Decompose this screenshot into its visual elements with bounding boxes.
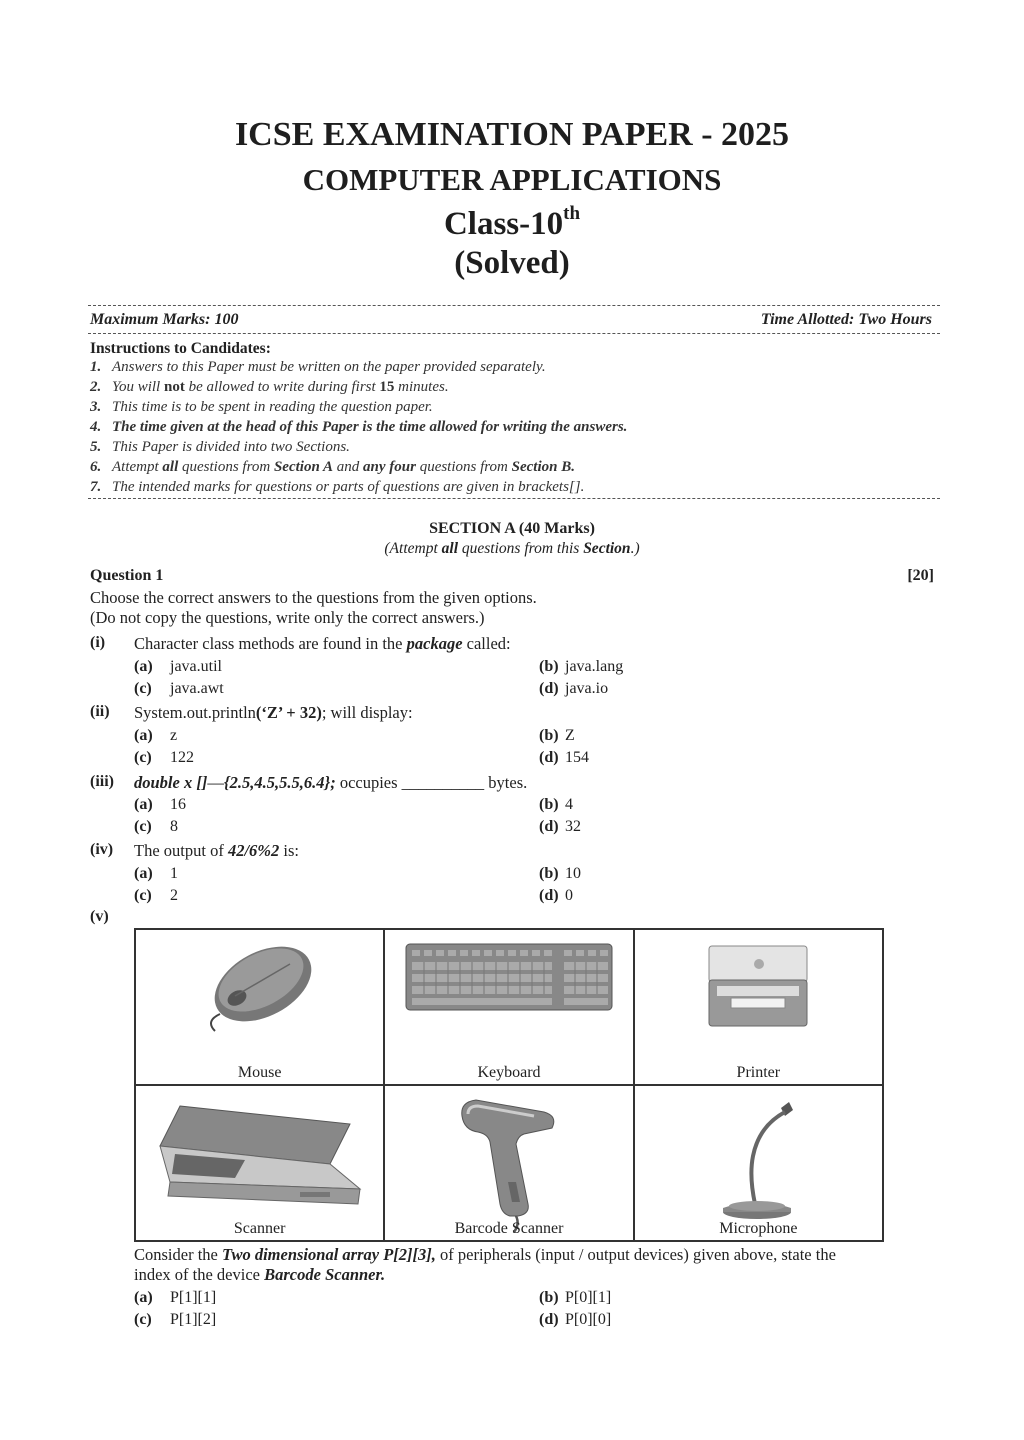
option-label: (a) <box>134 658 153 675</box>
option-d <box>539 1311 611 1329</box>
option-c <box>134 749 194 767</box>
divider-instructions <box>88 498 940 499</box>
instruction-number: 7. <box>90 479 102 495</box>
instruction-text: This Paper is divided into two Sections. <box>112 439 350 455</box>
class-superscript: th <box>563 203 581 224</box>
instruction-emphasis: Section A <box>273 459 333 475</box>
option-label: (c) <box>134 818 152 835</box>
option-text: P[0][1] <box>565 1289 612 1306</box>
question-1-note: (Do not copy the questions, write only the correct answers.) <box>90 608 485 627</box>
part-number: (v) <box>90 908 109 925</box>
option-text: 16 <box>170 796 186 813</box>
instruction-number: 4. <box>90 419 102 435</box>
instruction-emphasis: all <box>162 459 179 475</box>
microphone-icon <box>703 1096 813 1226</box>
option-text: P[1][1] <box>170 1289 217 1306</box>
grid-cell-barcode-scanner <box>384 1085 633 1241</box>
option-a <box>134 796 186 814</box>
instruction-emphasis: 15 <box>379 379 395 395</box>
section-subtitle-text: .) <box>630 540 640 557</box>
instruction-item <box>90 459 575 476</box>
part-question-continued <box>134 1265 385 1285</box>
option-text: java.io <box>565 680 609 697</box>
section-subtitle-emphasis: all <box>441 540 459 557</box>
option-a <box>134 1289 216 1307</box>
subject-title: COMPUTER APPLICATIONS <box>302 162 722 197</box>
option-label: (a) <box>134 796 153 813</box>
printer-icon <box>703 936 813 1036</box>
option-text: 8 <box>170 818 178 835</box>
option-label: (d) <box>539 1311 559 1328</box>
question-emphasis: Two dimensional array P[2][3], <box>222 1245 436 1264</box>
option-a <box>134 727 177 745</box>
instruction-number: 5. <box>90 439 102 455</box>
instruction-text: This time is to be spent in reading the question paper. <box>112 399 433 415</box>
question-1-marks: [20] <box>907 567 934 584</box>
option-text: java.lang <box>565 658 624 675</box>
option-b <box>539 796 573 814</box>
section-a-title: SECTION A (40 Marks) <box>429 520 595 537</box>
question-text: — <box>207 773 224 792</box>
option-a <box>134 658 222 676</box>
option-label: (c) <box>134 749 152 766</box>
question-text: The output of <box>134 841 228 860</box>
question-text: System.out.println <box>134 703 256 722</box>
instruction-emphasis: The time given at the head of this Paper is the time allowed for writing the answers. <box>112 419 628 435</box>
option-text: 4 <box>565 796 573 813</box>
instruction-number: 3. <box>90 399 102 415</box>
instruction-item <box>90 399 433 416</box>
option-label: (b) <box>539 796 559 813</box>
divider-meta <box>88 333 940 334</box>
option-text: 2 <box>170 887 178 904</box>
option-label: (d) <box>539 749 559 766</box>
part-number: (iv) <box>90 841 114 858</box>
option-d <box>539 818 581 836</box>
instructions-heading: Instructions to Candidates: <box>90 340 271 357</box>
option-text: P[1][2] <box>170 1311 217 1328</box>
option-label: (d) <box>539 818 559 835</box>
option-label: (b) <box>539 865 559 882</box>
option-d <box>539 680 608 698</box>
part-question <box>134 634 511 654</box>
option-text: 10 <box>565 865 581 882</box>
instruction-emphasis: Section B. <box>511 459 575 475</box>
scanner-icon <box>150 1094 370 1214</box>
section-subtitle-text: questions from this <box>458 540 584 557</box>
option-label: (b) <box>539 658 559 675</box>
option-text: java.awt <box>170 680 224 697</box>
section-subtitle-text: (Attempt <box>384 540 442 557</box>
part-question <box>134 841 299 861</box>
instruction-number: 6. <box>90 459 102 475</box>
option-label: (d) <box>539 887 559 904</box>
solved-title: (Solved) <box>454 245 570 281</box>
question-emphasis: package <box>406 634 463 653</box>
question-text: index of the device <box>134 1265 265 1284</box>
instruction-text: Answers to this Paper must be written on the paper provided separately. <box>112 359 546 375</box>
instruction-item <box>90 479 584 496</box>
option-text: 122 <box>170 749 194 766</box>
option-b <box>539 1289 611 1307</box>
option-label: (c) <box>134 887 152 904</box>
question-emphasis: double x [] <box>134 773 208 792</box>
device-label: Printer <box>736 1064 781 1081</box>
question-1-intro: Choose the correct answers to the questions from the given options. <box>90 588 537 607</box>
part-number: (i) <box>90 634 106 651</box>
option-b <box>539 658 623 676</box>
part-question <box>134 1245 836 1265</box>
option-a <box>134 865 178 883</box>
instruction-emphasis: not <box>163 379 185 395</box>
question-text: ; will display: <box>321 703 413 722</box>
instruction-number: 2. <box>90 379 102 395</box>
question-emphasis: 42/6%2 <box>227 841 280 860</box>
option-c <box>134 680 224 698</box>
question-text: is: <box>279 841 300 860</box>
device-label: Barcode Scanner <box>454 1220 564 1237</box>
option-text: 0 <box>565 887 573 904</box>
instruction-item <box>90 359 546 376</box>
option-b <box>539 865 581 883</box>
part-question <box>134 773 527 793</box>
divider-top <box>88 305 940 306</box>
question-text: called: <box>462 634 511 653</box>
grid-cell-microphone <box>634 1085 883 1241</box>
instruction-text: be allowed to write during first <box>184 379 380 395</box>
section-subtitle-emphasis: Section <box>583 540 631 557</box>
option-label: (c) <box>134 1311 152 1328</box>
grid-cell-scanner <box>135 1085 384 1241</box>
option-c <box>134 1311 216 1329</box>
peripherals-grid <box>134 928 884 1242</box>
part-question <box>134 703 413 723</box>
instruction-text: questions from <box>415 459 512 475</box>
option-label: (a) <box>134 1289 153 1306</box>
question-emphasis: Barcode Scanner. <box>264 1265 386 1284</box>
keyboard-icon <box>404 940 614 1015</box>
option-label: (d) <box>539 680 559 697</box>
option-text: java.util <box>170 658 222 675</box>
question-text: Character class methods are found in the <box>134 634 407 653</box>
instruction-item <box>90 439 350 456</box>
instruction-text: questions from <box>178 459 274 475</box>
paper-title: ICSE EXAMINATION PAPER - 2025 <box>234 116 790 153</box>
grid-cell-keyboard <box>384 929 633 1085</box>
device-label: Scanner <box>233 1220 286 1237</box>
instruction-text: Attempt <box>112 459 163 475</box>
option-label: (a) <box>134 865 153 882</box>
instruction-text: and <box>333 459 363 475</box>
maximum-marks: Maximum Marks: 100 <box>90 311 239 328</box>
device-label: Keyboard <box>477 1064 541 1081</box>
section-a-subtitle <box>0 540 1024 558</box>
instruction-number: 1. <box>90 359 102 375</box>
grid-cell-mouse <box>135 929 384 1085</box>
barcode-scanner-icon <box>454 1094 564 1234</box>
question-1-label: Question 1 <box>90 567 164 584</box>
option-text: 154 <box>565 749 589 766</box>
option-c <box>134 818 178 836</box>
option-d <box>539 887 573 905</box>
part-number: (ii) <box>90 703 110 720</box>
instruction-text: minutes. <box>394 379 449 395</box>
device-label: Mouse <box>237 1064 282 1081</box>
device-label: Microphone <box>719 1220 798 1237</box>
class-text: Class-10 <box>443 206 564 242</box>
instruction-item <box>90 419 627 436</box>
option-label: (b) <box>539 1289 559 1306</box>
question-emphasis: (‘Z’ + 32) <box>255 703 322 722</box>
grid-cell-printer <box>634 929 883 1085</box>
option-text: Z <box>565 727 575 744</box>
option-text: 32 <box>565 818 581 835</box>
instruction-item <box>90 379 449 396</box>
option-label: (a) <box>134 727 153 744</box>
question-text: Consider the <box>134 1245 222 1264</box>
question-text: occupies __________ bytes. <box>335 773 528 792</box>
instruction-emphasis: any four <box>363 459 416 475</box>
class-title <box>0 203 1024 243</box>
option-label: (b) <box>539 727 559 744</box>
instruction-text: The intended marks for questions or parts of questions are given in brackets[]. <box>112 479 585 495</box>
option-label: (c) <box>134 680 152 697</box>
instruction-text: You will <box>112 379 164 395</box>
option-text: 1 <box>170 865 178 882</box>
option-c <box>134 887 178 905</box>
option-text: z <box>170 727 178 744</box>
time-allotted: Time Allotted: Two Hours <box>760 311 932 328</box>
option-text: P[0][0] <box>565 1311 612 1328</box>
option-b <box>539 727 575 745</box>
part-number: (iii) <box>90 773 114 790</box>
option-d <box>539 749 589 767</box>
mouse-icon <box>195 936 325 1036</box>
question-emphasis: {2.5,4.5,5.5,6.4}; <box>223 773 336 792</box>
question-text: of peripherals (input / output devices) given above, state the <box>435 1245 836 1264</box>
